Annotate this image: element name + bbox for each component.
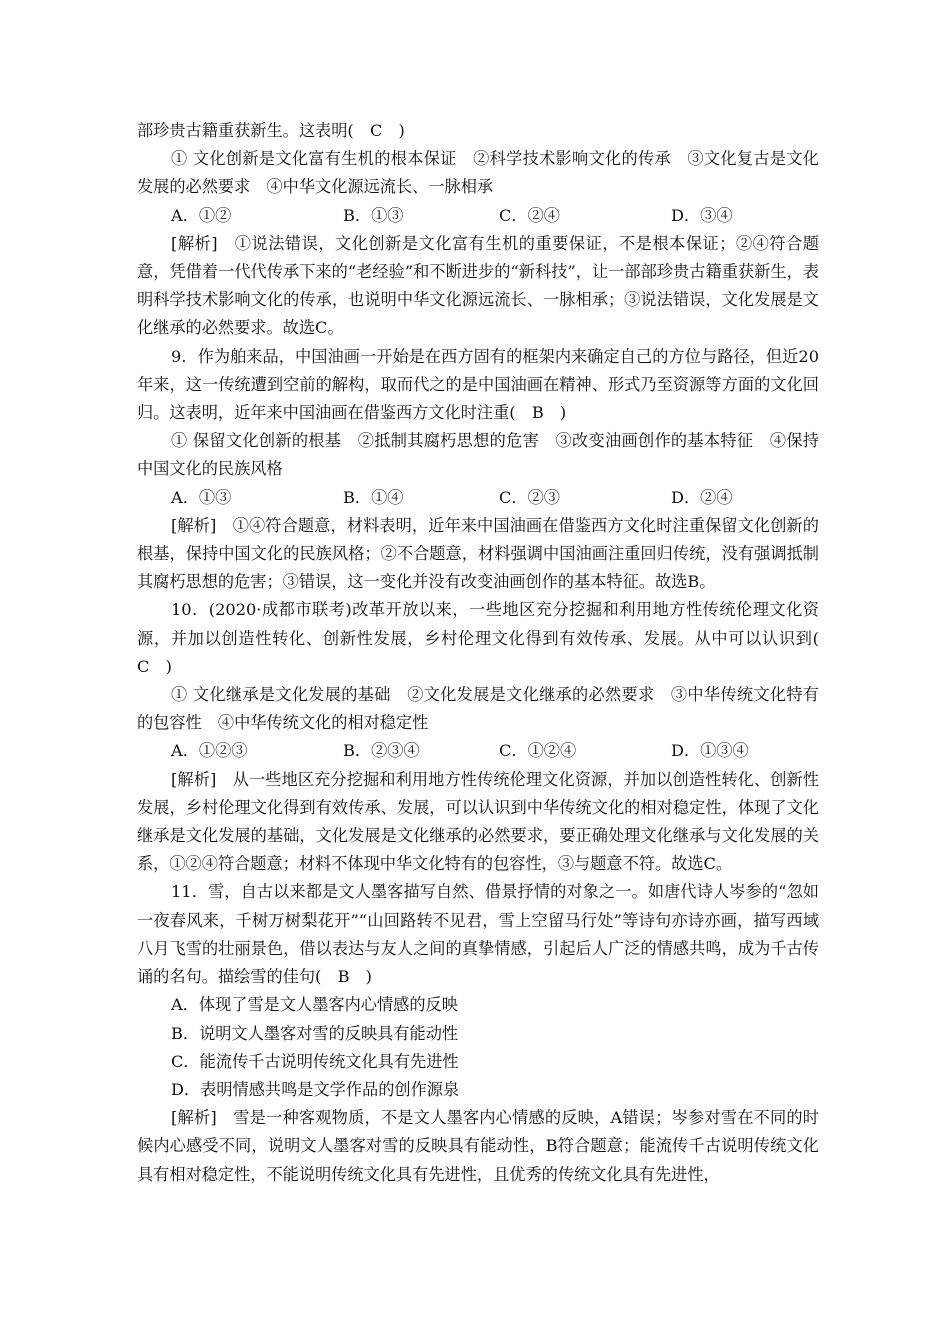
option-d: D．②④: [671, 487, 733, 507]
option-c: C．②④: [499, 205, 560, 225]
question-8-statements: ① 文化创新是文化富有生机的根本保证 ②科学技术影响文化的传承 ③文化复古是文化发展的必然要求 ④中华文化源远流长、一脉相承: [137, 149, 819, 197]
option-b: B．②③④: [343, 741, 420, 761]
question-9-stem: 9．作为舶来品，中国油画一开始是在西方固有的框架内来确定自己的方位与路径，但近20年来，这一传统遭到空前的解构，取而代之的是中国油画在精神、形式乃至资源等方面的文化回归。这表明，近年来中国油画在借鉴西方文化时注重( B ): [137, 346, 819, 423]
option-d: D．③④: [671, 205, 733, 225]
question-10-options: [137, 737, 819, 765]
option-a: A．①③: [171, 487, 232, 507]
question-11-stem: 11．雪，自古以来都是文人墨客描写自然、借景抒情的对象之一。如唐代诗人岑参的“忽如一夜春风来，千树万树梨花开”“山回路转不见君，雪上空留马行处”等诗句亦诗亦画，描写西域八月飞雪的壮丽景色，借以表达与友人之间的真挚情感，引起后人广泛的情感共鸣，成为千古传诵的名句。描绘雪的佳句( B ): [137, 882, 819, 987]
question-11-choice-c: C．能流传千古说明传统文化具有先进性: [171, 1051, 459, 1071]
option-c: C．②③: [499, 487, 560, 507]
question-9-analysis: [解析] ①④符合题意，材料表明，近年来中国油画在借鉴西方文化时注重保留文化创新的根基，保持中国文化的民族风格；②不合题意，材料强调中国油画注重回归传统，没有强调抵制其腐朽思想的危害；③错误，这一变化并没有改变油画创作的基本特征。故选B。: [137, 515, 819, 592]
option-c: C．①②④: [499, 741, 577, 761]
question-11-choice-b: B．说明文人墨客对雪的反映具有能动性: [171, 1023, 459, 1043]
question-11-choice-a: A．体现了雪是文人墨客内心情感的反映: [171, 995, 458, 1015]
option-a: A．①②: [171, 205, 232, 225]
option-a: A．①②③: [171, 741, 248, 761]
question-8-stem-tail: 部珍贵古籍重获新生。这表明( C ): [137, 121, 405, 140]
question-8-analysis: [解析] ①说法错误，文化创新是文化富有生机的重要保证，不是根本保证；②④符合题意，凭借着一代代传承下来的“老经验”和不断进步的“新科技”，让一部部珍贵古籍重获新生，表明科学技术影响文化的传承，也说明中华文化源远流长、一脉相承；③说法错误，文化发展是文化继承的必然要求。故选C。: [137, 233, 819, 338]
question-11-choice-d: D．表明情感共鸣是文学作品的创作源泉: [171, 1079, 460, 1099]
page-content: [137, 117, 836, 1189]
question-9-options: [137, 484, 819, 512]
question-10-statements: ① 文化继承是文化发展的基础 ②文化发展是文化继承的必然要求 ③中华传统文化特有的包容性 ④中华传统文化的相对稳定性: [137, 685, 819, 733]
option-b: B．①④: [343, 487, 404, 507]
question-10-stem: 10．(2020·成都市联考)改革开放以来，一些地区充分挖掘和利用地方性传统伦理文化资源，并加以创造性转化、创新性发展，乡村伦理文化得到有效传承、发展。从中可以认识到( C ): [137, 600, 836, 676]
option-d: D．①③④: [671, 741, 749, 761]
question-8-options: [137, 202, 819, 230]
option-b: B．①③: [343, 205, 404, 225]
question-9-statements: ① 保留文化创新的根基 ②抵制其腐朽思想的危害 ③改变油画创作的基本特征 ④保持中国文化的民族风格: [137, 431, 819, 479]
question-10-analysis: [解析] 从一些地区充分挖掘和利用地方性传统伦理文化资源，并加以创造性转化、创新性发展，乡村伦理文化得到有效传承、发展，可以认识到中华传统文化的相对稳定性，体现了文化继承是文化发展的基础，文化发展是文化继承的必然要求，要正确处理文化继承与文化发展的关系，①②④符合题意；材料不体现中华文化特有的包容性，③与题意不符。故选C。: [137, 769, 819, 874]
question-11-analysis: [解析] 雪是一种客观物质，不是文人墨客内心情感的反映，A错误；岑参对雪在不同的时候内心感受不同，说明文人墨客对雪的反映具有能动性，B符合题意；能流传千古说明传统文化具有相对稳定性，不能说明传统文化具有先进性，且优秀的传统文化具有先进性，: [137, 1108, 819, 1184]
